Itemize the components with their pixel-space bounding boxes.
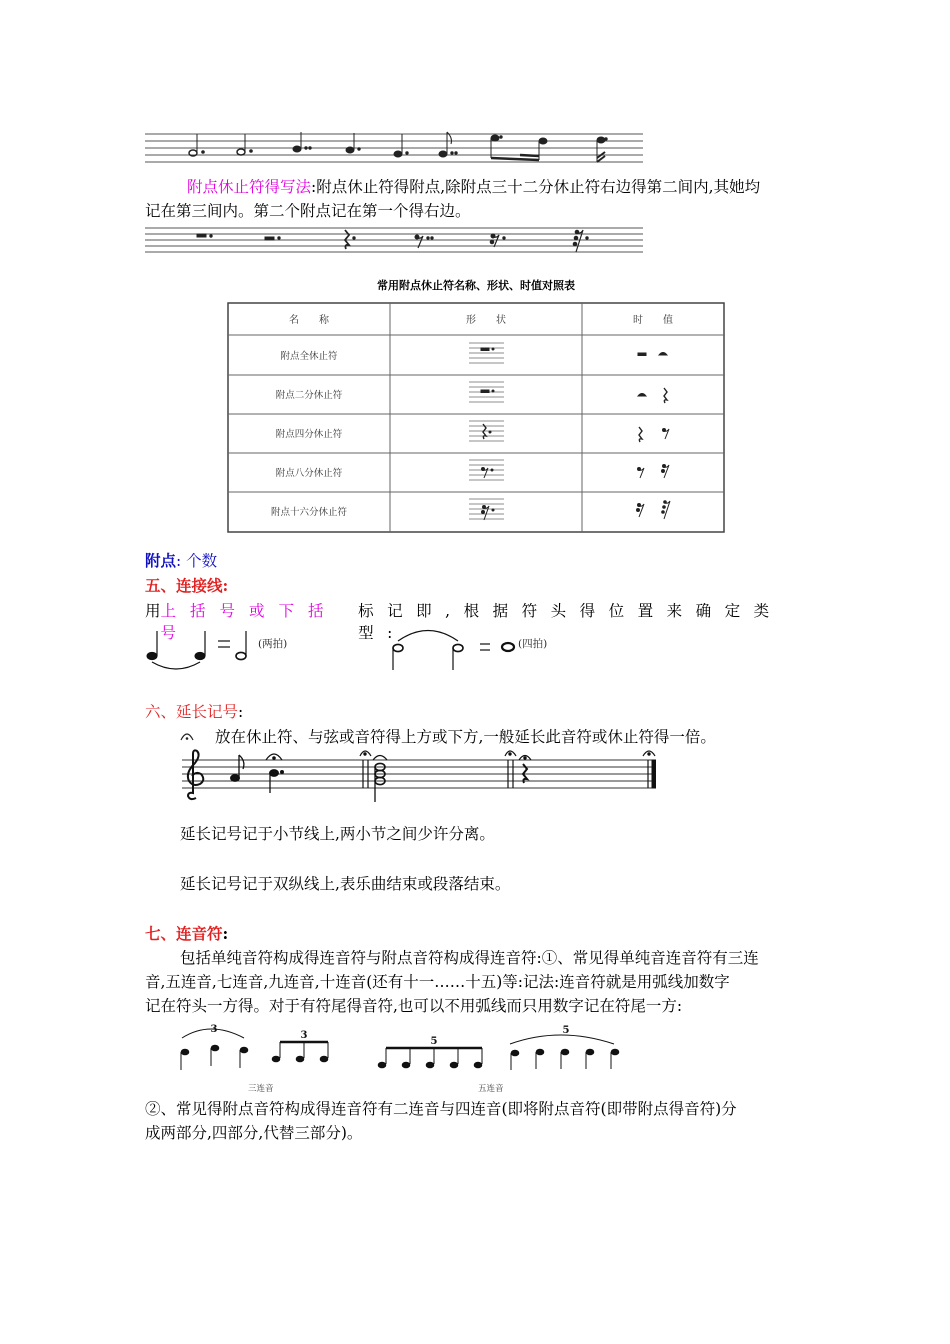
section5-highlight: 上括号或下括号 [160,602,338,642]
table-row-name: 附点四分休止符 [275,429,343,440]
dot-rest-rule-label: 附点休止符得写法 [187,178,312,196]
section7-heading: 七、连音符 [145,924,223,943]
dotted-notes-staff [145,128,645,168]
table-row-name: 附点二分休止符 [275,390,343,401]
tie-figure-under [140,626,310,676]
section6-heading-line [145,700,243,722]
triplet-number-beam: 3 [300,1030,308,1041]
rest-table [227,302,725,534]
section5-heading: 五、连接线: [145,576,229,595]
dot-count-line [145,549,217,571]
tuplet-para-line-1: 包括单纯音符构成得连音符与附点音符构成得连音符:①、常见得单纯音连音符有三连 [180,949,759,967]
dotted-tuplet-line-2: 成两部分,四部分,代替三部分)。 [145,1124,363,1142]
caption-quintuplet: 五连音 [478,1084,504,1094]
dot-count-label: 附点 [145,551,177,570]
tuplet-paragraph [145,946,810,1018]
tuplet-figures [170,1022,630,1074]
section7-heading-line [145,922,228,944]
dotted-tuplet-paragraph [145,1097,810,1145]
caption-triplet: 三连音 [248,1084,274,1094]
table-row-name: 附点十六分休止符 [270,507,348,518]
section5-prefix: 用 [145,602,161,620]
tie-figure-over [388,624,568,674]
dot-rest-rule-paragraph [145,175,810,223]
table-header-shape: 形 状 [466,315,506,326]
section6-colon: : [238,703,244,721]
section6-heading: 六、延长记号 [145,703,239,721]
fermata-note-2: 延长记号记于双纵线上,表乐曲结束或段落结束。 [180,875,511,893]
tie-label-two-beats: (两拍) [258,638,288,650]
table-header-value: 时 值 [633,315,673,326]
section5-suffix: 标记即,根据符头得位置来确定类型: [358,602,783,642]
fermata-note-1: 延长记号记于小节线上,两小节之间少许分离。 [180,825,495,843]
rest-table-title: 常用附点休止符名称、形状、时值对照表 [377,279,575,292]
table-row-name: 附点八分休止符 [275,468,343,479]
dot-rest-rule-text-1: :附点休止符得附点,除附点三十二分休止符右边得第二间内,其她均 [311,178,761,196]
dotted-tuplet-line-1: ②、常见得附点音符构成得连音符有二连音与四连音(即将附点音符(即带附点得音符)分 [145,1100,737,1118]
section7-colon: : [222,924,229,943]
fermata-desc-line [180,725,716,747]
tie-label-four-beats: (四拍) [518,638,548,650]
fermata-icon [180,728,200,746]
fermata-staff [180,748,660,804]
table-row-name: 附点全休止符 [280,351,338,362]
dot-count-text: : 个数 [176,552,218,570]
quintuplet-number-beam: 5 [430,1036,438,1047]
quintuplet-number-arc: 5 [562,1025,570,1036]
table-header-name: 名 称 [289,315,329,326]
tuplet-para-line-2: 音,五连音,七连音,九连音,十连音(还有十一……十五)等:记法:连音符就是用弧线加数字 [145,973,730,991]
triplet-number-arc: 3 [210,1024,218,1035]
dot-rest-rule-text-2: 记在第三间内。第二个附点记在第一个得右边。 [145,202,471,220]
fermata-desc: 放在休止符、与弦或音符得上方或下方,一般延长此音符或休止符得一倍。 [214,728,716,746]
tuplet-para-line-3: 记在符头一方得。对于有符尾得音符,也可以不用弧线而只用数字记在符尾一方: [145,997,683,1015]
dotted-rests-staff [145,224,645,260]
